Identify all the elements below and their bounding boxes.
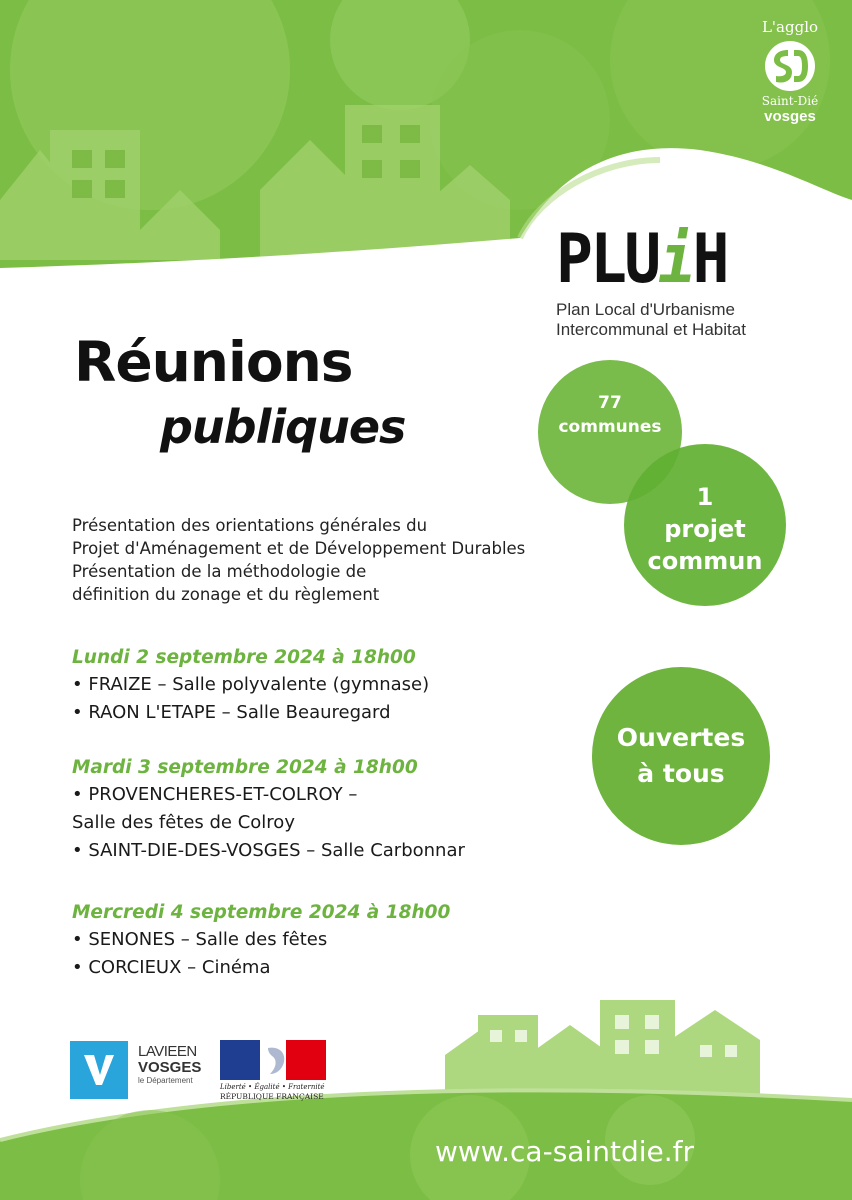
schedule-day-2: [72, 755, 465, 865]
title-reunions: Réunions: [74, 330, 353, 394]
title-publiques: publiques: [160, 400, 406, 454]
schedule-location: • RAON L'ETAPE – Salle Beauregard: [72, 702, 391, 723]
schedule-date: Mardi 3 septembre 2024 à 18h00: [72, 757, 418, 778]
communes-count: 77: [598, 393, 622, 413]
pluih-subtitle-line1: Plan Local d'Urbanisme: [556, 300, 736, 319]
rf-motto: Liberté • Égalité • Fraternité: [220, 1083, 325, 1091]
pluih-subtitle-line2: Intercommunal et Habitat: [556, 320, 746, 339]
vosges-v-logo: [70, 1041, 128, 1099]
projet-line2: commun: [647, 547, 763, 575]
pluih-title-h: H: [692, 220, 727, 299]
schedule-location: • SENONES – Salle des fêtes: [72, 929, 328, 950]
houses-silhouette-right: [445, 1000, 760, 1095]
pluih-logo: [556, 220, 816, 340]
v-letter-icon: [80, 1051, 118, 1089]
lavie-line3: le Département: [138, 1076, 193, 1085]
schedule-location: • SAINT-DIE-DES-VOSGES – Salle Carbonnar: [72, 840, 465, 861]
agglo-logo: [750, 18, 830, 125]
agglo-city: Saint-Dié: [761, 94, 819, 108]
marianne-flag-icon: [220, 1040, 326, 1080]
rf-name: RÉPUBLIQUE FRANÇAISE: [220, 1092, 324, 1101]
pluih-title: [556, 220, 790, 299]
pluih-title-plu: PLU: [556, 220, 659, 299]
sd-logo-icon: [758, 40, 822, 92]
projet-line1: projet: [664, 515, 746, 543]
lavie-line2: VOSGES: [138, 1059, 202, 1076]
bubble-open-to-all: [592, 667, 770, 845]
communes-label: communes: [558, 417, 662, 437]
schedule-location: • FRAIZE – Salle polyvalente (gymnase): [72, 674, 430, 695]
intro-line: Projet d'Aménagement et de Développement Durables: [72, 539, 526, 558]
schedule-day-3: [72, 900, 450, 982]
open-line2: à tous: [637, 759, 725, 788]
la-vie-en-vosges-logo: [138, 1044, 218, 1086]
projet-count: 1: [696, 483, 714, 511]
pluih-subtitle: [556, 300, 816, 340]
schedule-day-1: [72, 645, 429, 727]
schedule-location: Salle des fêtes de Colroy: [72, 812, 295, 833]
intro-line: Présentation des orientations générales du: [72, 516, 428, 535]
bubble-projet: [624, 444, 786, 606]
schedule-date: Lundi 2 septembre 2024 à 18h00: [72, 647, 416, 668]
pluih-title-i: i: [658, 220, 693, 299]
intro-line: définition du zonage et du règlement: [72, 585, 380, 604]
republique-francaise-logo: [220, 1040, 326, 1102]
schedule-location: • CORCIEUX – Cinéma: [72, 957, 271, 978]
lavie-line1: LAVIEEN: [138, 1043, 197, 1060]
intro-text: [72, 514, 525, 606]
agglo-label: L'agglo: [761, 18, 819, 36]
open-line1: Ouvertes: [616, 723, 746, 752]
agglo-department: vosges: [764, 108, 816, 125]
website-url[interactable]: www.ca-saintdie.fr: [435, 1135, 694, 1168]
intro-line: Présentation de la méthodologie de: [72, 562, 367, 581]
schedule-location: • PROVENCHERES-ET-COLROY –: [72, 784, 358, 805]
schedule-date: Mercredi 4 septembre 2024 à 18h00: [72, 902, 451, 923]
